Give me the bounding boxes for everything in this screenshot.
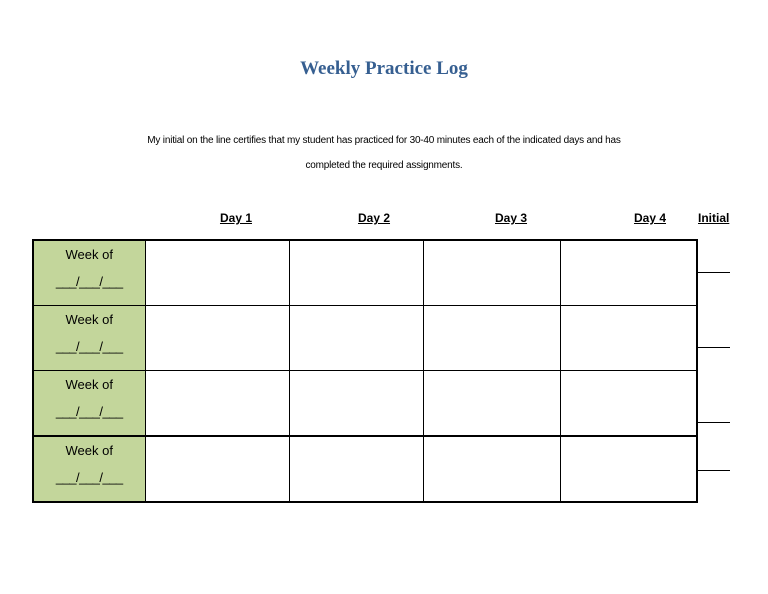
day2-cell[interactable] — [289, 306, 423, 371]
initial-line[interactable] — [698, 422, 730, 423]
week-of-label: Week of — [65, 312, 113, 327]
week-of-label: Week of — [65, 377, 113, 392]
day1-cell[interactable] — [145, 436, 289, 502]
day4-cell[interactable] — [560, 436, 697, 502]
table-row — [33, 306, 697, 371]
day1-cell[interactable] — [145, 371, 289, 437]
day3-cell[interactable] — [423, 240, 560, 306]
column-header-initial: Initial — [698, 211, 730, 225]
week-of-label: Week of — [65, 443, 113, 458]
day3-cell[interactable] — [423, 436, 560, 502]
day2-cell[interactable] — [289, 371, 423, 437]
day3-cell[interactable] — [423, 306, 560, 371]
day1-cell[interactable] — [145, 240, 289, 306]
date-blank: ___/___/___ — [55, 470, 123, 485]
date-blank: ___/___/___ — [55, 274, 123, 289]
column-header-day2: Day 2 — [357, 211, 391, 225]
date-blank: ___/___/___ — [55, 404, 123, 419]
certification-text-line2: completed the required assignments. — [305, 160, 463, 171]
day2-cell[interactable] — [289, 240, 423, 306]
column-header-day4: Day 4 — [633, 211, 667, 225]
day2-cell[interactable] — [289, 436, 423, 502]
day4-cell[interactable] — [560, 240, 697, 306]
day1-cell[interactable] — [145, 306, 289, 371]
date-blank: ___/___/___ — [55, 339, 123, 354]
table-row — [33, 371, 697, 437]
week-of-cell — [33, 436, 145, 502]
page-title: Weekly Practice Log — [300, 58, 468, 79]
week-of-label: Week of — [65, 247, 113, 262]
initial-line[interactable] — [698, 347, 730, 348]
day4-cell[interactable] — [560, 306, 697, 371]
column-header-day1: Day 1 — [219, 211, 253, 225]
table-row — [33, 240, 697, 306]
certification-text-line1: My initial on the line certifies that my student has practiced for 30-40 minutes each of the indicated days and has — [147, 135, 621, 146]
practice-log-table — [32, 239, 698, 503]
table-row — [33, 436, 697, 502]
week-of-cell — [33, 371, 145, 437]
initial-line[interactable] — [698, 272, 730, 273]
initial-line[interactable] — [698, 470, 730, 471]
day3-cell[interactable] — [423, 371, 560, 437]
day4-cell[interactable] — [560, 371, 697, 437]
week-of-cell — [33, 240, 145, 306]
column-header-day3: Day 3 — [494, 211, 528, 225]
week-of-cell — [33, 306, 145, 371]
